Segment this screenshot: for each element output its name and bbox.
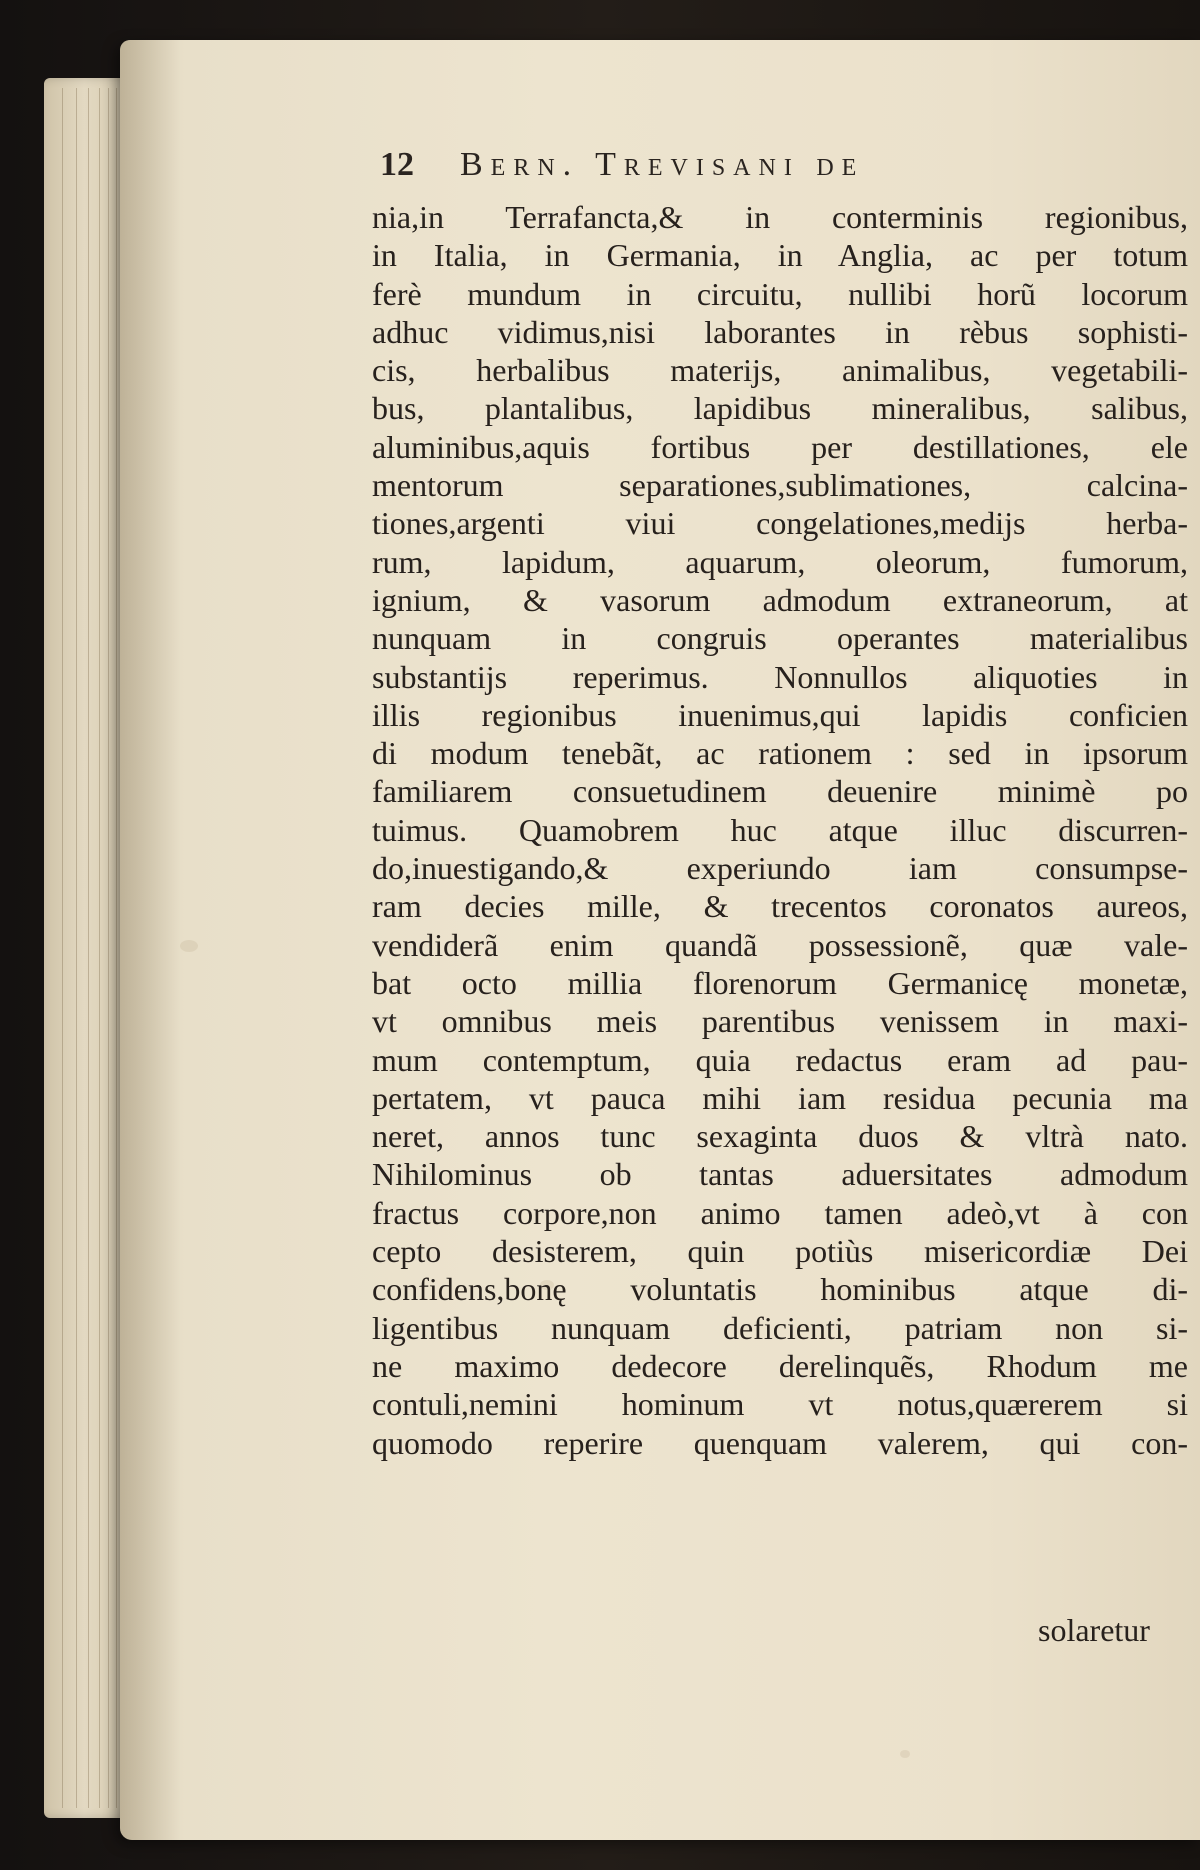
text-line: illis regionibus inuenimus,qui lapidis conficien bbox=[372, 696, 1188, 733]
text-line: ne maximo dedecore derelinquẽs, Rhodum me bbox=[372, 1347, 1188, 1384]
text-line: tiones,argenti viui congelationes,medijs herba- bbox=[372, 505, 1188, 542]
text-line: rum, lapidum, aquarum, oleorum, fumorum, bbox=[372, 543, 1188, 580]
text-line: cepto desisterem, quin potiùs misericordiæ Dei bbox=[372, 1233, 1188, 1270]
text-line: bat octo millia florenorum Germanicę monetæ, bbox=[372, 964, 1188, 1001]
text-line: vendiderã enim quandã possessionẽ, quæ vale- bbox=[372, 926, 1188, 963]
text-line: pertatem, vt pauca mihi iam residua pecunia ma bbox=[372, 1079, 1188, 1116]
text-line: Nihilominus ob tantas aduersitates admodum bbox=[372, 1156, 1188, 1193]
text-line: di modum tenebãt, ac rationem : sed in ipsorum bbox=[372, 735, 1188, 772]
text-line: ignium, & vasorum admodum extraneorum, at bbox=[372, 581, 1188, 618]
catchword: solaretur bbox=[1038, 1612, 1150, 1648]
text-line: familiarem consuetudinem deuenire minimè po bbox=[372, 773, 1188, 810]
text-line: aluminibus,aquis fortibus per destillationes, ele bbox=[372, 428, 1188, 465]
text-line: mum contemptum, quia redactus eram ad pau- bbox=[372, 1041, 1188, 1078]
page-number: 12 bbox=[380, 146, 414, 183]
text-line: fractus corpore,non animo tamen adeò,vt à con bbox=[372, 1194, 1188, 1231]
text-line: in Italia, in Germania, in Anglia, ac per totum bbox=[372, 237, 1188, 274]
text-line: ferè mundum in circuitu, nullibi horũ locorum bbox=[372, 275, 1188, 312]
text-line: ram decies mille, & trecentos coronatos aureos, bbox=[372, 888, 1188, 925]
text-line: substantijs reperimus. Nonnullos aliquoties in bbox=[372, 658, 1188, 695]
text-line: neret, annos tunc sexaginta duos & vltrà nato. bbox=[372, 1118, 1188, 1155]
page-header bbox=[252, 146, 1052, 190]
text-line: ligentibus nunquam deficienti, patriam non si- bbox=[372, 1309, 1188, 1346]
text-line: tuimus. Quamobrem huc atque illuc discurren- bbox=[372, 811, 1188, 848]
text-line: do,inuestigando,& experiundo iam consumpse- bbox=[372, 850, 1188, 887]
text-line: confidens,bonę voluntatis hominibus atque di- bbox=[372, 1271, 1188, 1308]
text-line: nunquam in congruis operantes materialibus bbox=[372, 620, 1188, 657]
text-line: nia,in Terrafancta,& in conterminis regionibus, bbox=[372, 199, 1188, 235]
text-line: bus, plantalibus, lapidibus mineralibus, salibus, bbox=[372, 390, 1188, 427]
text-line: adhuc vidimus,nisi laborantes in rèbus sophisti- bbox=[372, 313, 1188, 350]
body-text bbox=[372, 198, 1188, 1462]
text-line: vt omnibus meis parentibus venissem in maxi- bbox=[372, 1003, 1188, 1040]
text-line: quomodo reperire quenquam valerem, qui con- bbox=[372, 1424, 1188, 1461]
text-line: mentorum separationes,sublimationes, calcina- bbox=[372, 467, 1188, 504]
text-line: contuli,nemini hominum vt notus,quærerem si bbox=[372, 1386, 1188, 1423]
text-line: cis, herbalibus materijs, animalibus, vegetabili- bbox=[372, 352, 1188, 389]
running-title: Bern. Trevisani de bbox=[460, 146, 865, 183]
